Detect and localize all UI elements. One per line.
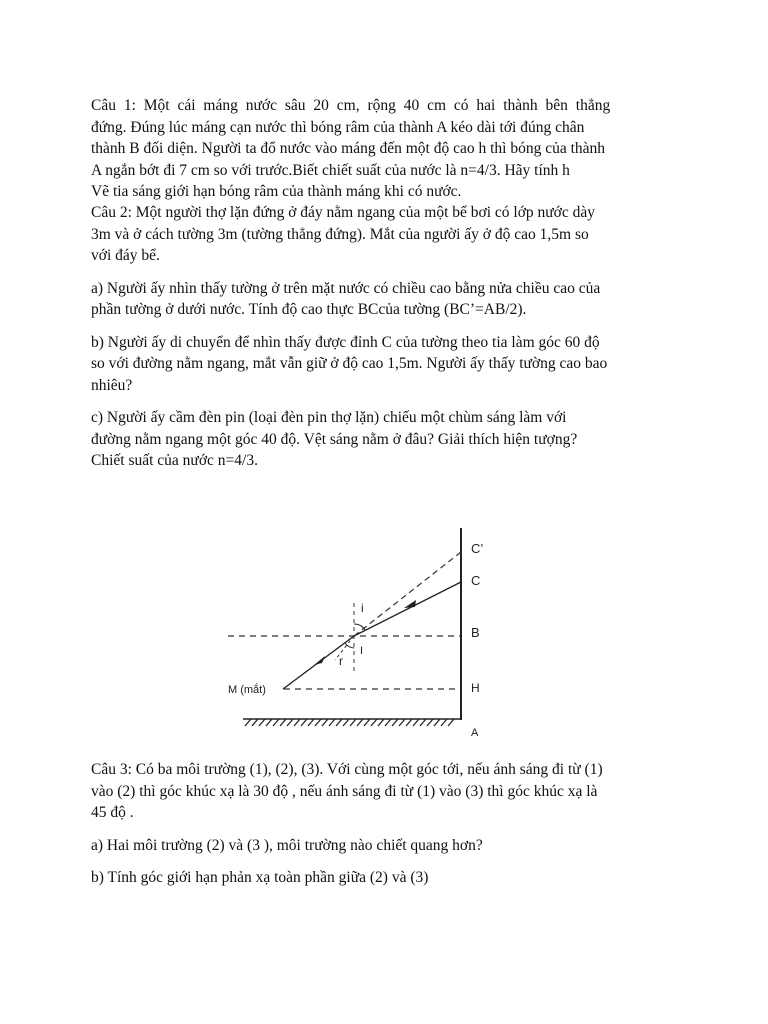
q3-intro-line: 45 độ . <box>91 804 134 821</box>
incident-arrow <box>404 600 416 608</box>
q2-part-c-line: Chiết suất của nước n=4/3. <box>91 452 258 469</box>
q3-part-a: a) Hai môi trường (2) và (3 ), môi trường nào chiết quang hơn? <box>91 836 483 854</box>
q2-part-c-line: c) Người ấy cầm đèn pin (loại đèn pin thợ lặn) chiếu một chùm sáng làm với <box>91 409 567 426</box>
q2-part-b-line: so với đường nằm ngang, mắt vẫn giữ ở độ cao 1,5m. Người ấy thấy tường cao bao <box>91 355 608 372</box>
label-angle-i: i <box>361 601 364 615</box>
label-a: A <box>471 727 479 739</box>
refracted-arrow <box>314 656 325 665</box>
incident-ray <box>354 582 461 636</box>
label-b: B <box>471 625 480 640</box>
label-c: C <box>471 573 481 588</box>
q1-line: A ngắn bớt đi 7 cm so với trước.Biết chiết suất của nước là n=4/3. Hãy tính h <box>91 161 570 179</box>
q2-part-a-line: a) Người ấy nhìn thấy tường ở trên mặt nước có chiều cao bằng nửa chiều cao của <box>91 279 601 297</box>
q1-line: Vẽ tia sáng giới hạn bóng râm của thành máng khi có nước. <box>91 183 462 200</box>
q3-intro-line: vào (2) thì góc khúc xạ là 30 độ , nếu ánh sáng đi từ (1) vào (3) thì góc khúc xạ là <box>91 782 598 800</box>
q3-intro-line: Câu 3: Có ba môi trường (1), (2), (3). Với cùng một góc tới, nếu ánh sáng đi từ (1) <box>91 761 603 778</box>
q1-line: đứng. Đúng lúc máng cạn nước thì bóng râm của thành A kéo dài tới đúng chân <box>91 118 585 136</box>
question-3 <box>91 759 681 889</box>
q2-intro-line: với đáy bể. <box>91 247 160 264</box>
q2-part-b-line: nhiêu? <box>91 376 133 394</box>
q1-line: Câu 1: Một cái máng nước sâu 20 cm, rộng 40 cm có hai thành bên thẳng <box>91 97 611 114</box>
q2-part-b-line: b) Người ấy di chuyển để nhìn thấy được đỉnh C của tường theo tia làm góc 60 độ <box>91 333 600 351</box>
label-c-prime: C’ <box>471 541 484 556</box>
label-m-eye: M (mắt) <box>228 684 266 696</box>
q2-part-c-line: đường nằm ngang một góc 40 độ. Vệt sáng nằm ở đâu? Giải thích hiện tượng? <box>91 430 578 448</box>
q3-part-b: b) Tính góc giới hạn phản xạ toàn phần giữa (2) và (3) <box>91 869 429 886</box>
q1-line: thành B đối diện. Người ta đổ nước vào máng đến một độ cao h thì bóng của thành <box>91 140 606 157</box>
label-h: H <box>471 681 480 695</box>
q2-part-a-line: phần tường ở dưới nước. Tính độ cao thực BCcủa tường (BC’=AB/2). <box>91 301 527 318</box>
label-point-i: I <box>360 645 364 657</box>
q2-intro-line: 3m và ở cách tường 3m (tường thẳng đứng). Mắt của người ấy ở độ cao 1,5m so <box>91 225 589 243</box>
q2-intro-line: Câu 2: Một người thợ lặn đứng ở đáy nằm ngang của một bể bơi có lớp nước dày <box>91 204 595 221</box>
floor-hatching <box>245 719 454 726</box>
label-angle-r: r <box>339 654 343 668</box>
apparent-ray <box>354 552 461 636</box>
